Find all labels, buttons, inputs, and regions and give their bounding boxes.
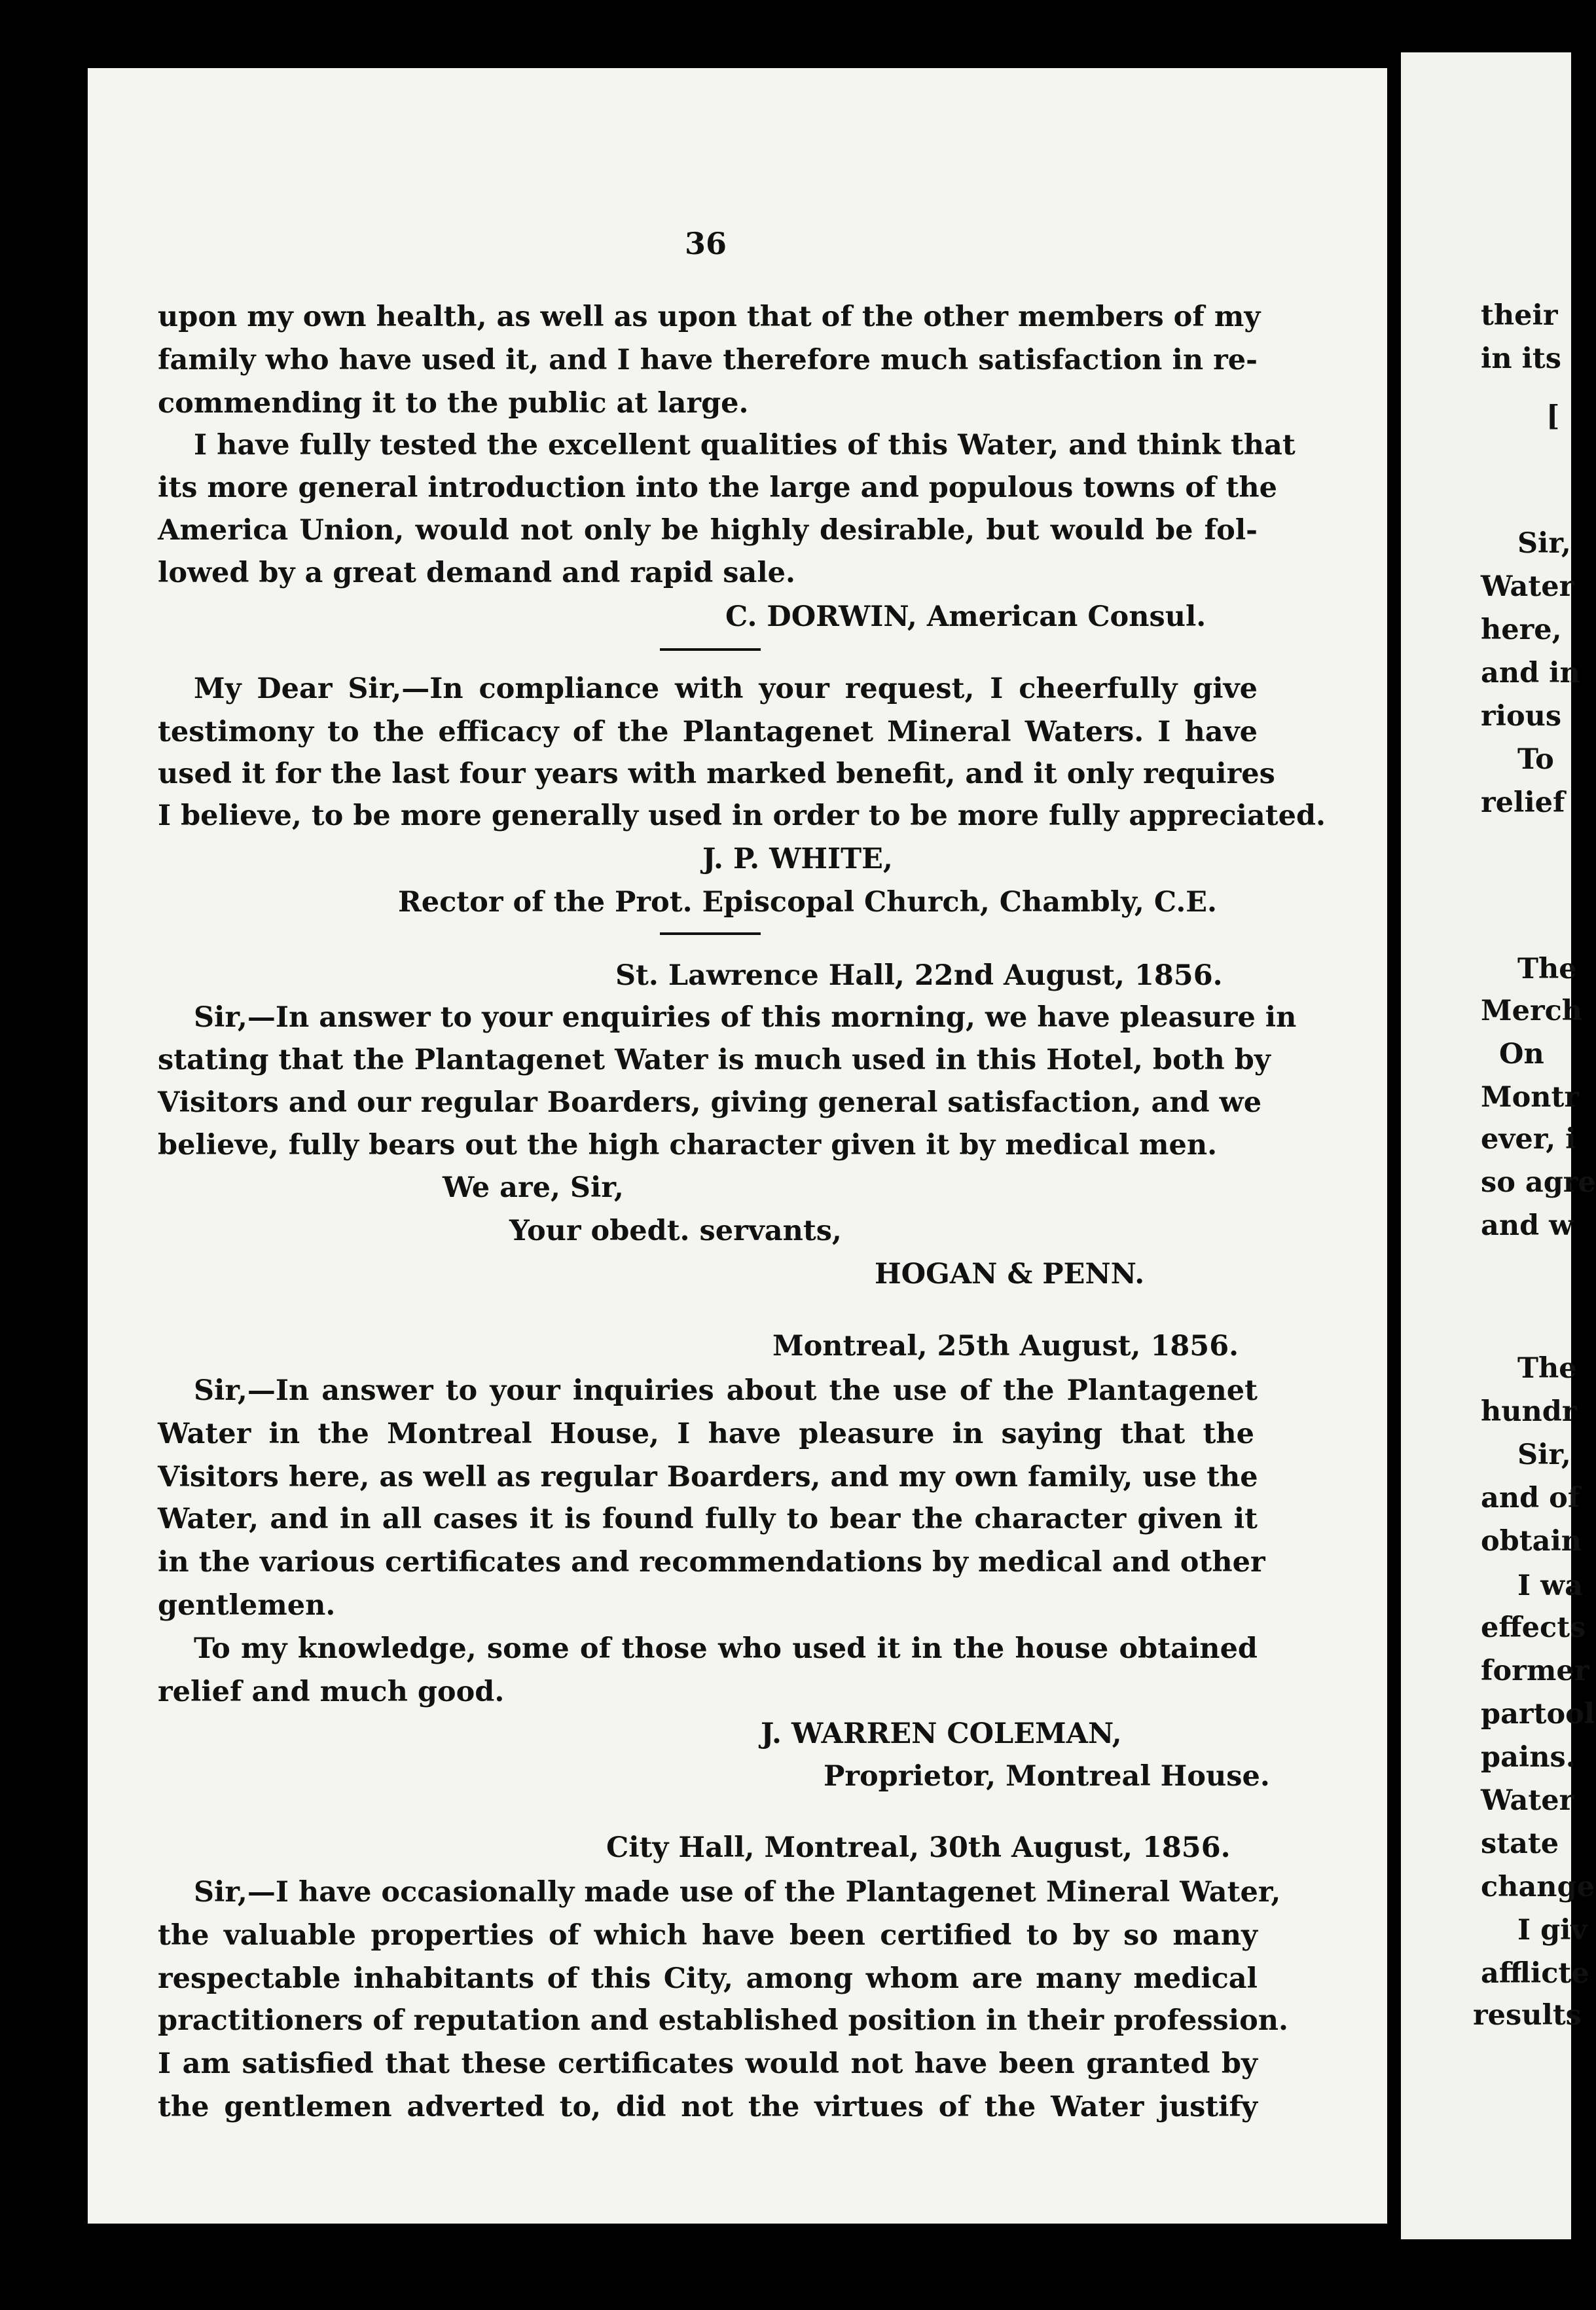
- right-fragment: hundr: [1481, 1395, 1577, 1428]
- right-fragment: partool: [1481, 1698, 1595, 1731]
- right-fragment: Montr: [1481, 1081, 1580, 1114]
- letter-date: Montreal, 25th August, 1856.: [772, 1330, 1239, 1363]
- text-line: practitioners of reputation and established position in their profession.: [158, 2004, 1289, 2037]
- right-fragment: Merch: [1481, 995, 1583, 1027]
- text-line: used it for the last four years with marked benefit, and it only requires: [158, 758, 1275, 790]
- text-line: I am satisfied that these certificates would not have been granted by: [158, 2047, 1258, 2080]
- right-fragment: ever, i: [1481, 1123, 1576, 1156]
- page-number: 36: [685, 226, 727, 261]
- text-line: in the various certificates and recommendations by medical and other: [158, 1546, 1265, 1579]
- signature-dorwin: C. DORWIN, American Consul.: [725, 600, 1206, 633]
- text-line: family who have used it, and I have therefore much satisfaction in re-: [158, 344, 1258, 376]
- divider: [660, 648, 761, 651]
- signature-hogan-penn: HOGAN & PENN.: [875, 1258, 1145, 1291]
- right-fragment: here,: [1481, 614, 1562, 646]
- text-line: relief and much good.: [158, 1676, 505, 1708]
- signature-coleman: J. WARREN COLEMAN,: [761, 1717, 1122, 1750]
- right-fragment: I wa: [1517, 1569, 1583, 1602]
- text-line: the valuable properties of which have been certified to by so many: [158, 1919, 1258, 1952]
- text-line: its more general introduction into the large and populous towns of the: [158, 471, 1277, 504]
- signature-white-title: Rector of the Prot. Episcopal Church, Chambly, C.E.: [398, 886, 1218, 919]
- text-line: upon my own health, as well as upon that of the other members of my: [158, 301, 1261, 333]
- closing: We are, Sir,: [443, 1171, 624, 1204]
- signature-coleman-title: Proprietor, Montreal House.: [824, 1760, 1270, 1793]
- text-line: Water, and in all cases it is found fully to bear the character given it: [158, 1503, 1258, 1535]
- letter-date: St. Lawrence Hall, 22nd August, 1856.: [615, 959, 1223, 992]
- closing: Your obedt. servants,: [509, 1215, 842, 1247]
- right-fragment: Water: [1481, 1784, 1574, 1817]
- right-fragment: Sir,: [1517, 527, 1571, 560]
- letter-date: City Hall, Montreal, 30th August, 1856.: [606, 1831, 1231, 1864]
- right-fragment: in its: [1481, 342, 1561, 375]
- text-line: My Dear Sir,—In compliance with your request, I cheerfully give: [194, 672, 1258, 705]
- text-line: gentlemen.: [158, 1589, 336, 1622]
- right-fragment: To: [1517, 743, 1554, 776]
- text-line: Sir,—In answer to your inquiries about the use of the Plantagenet: [194, 1374, 1258, 1407]
- right-fragment: pains.: [1481, 1741, 1576, 1774]
- right-fragment: Water: [1481, 570, 1574, 603]
- right-fragment: [: [1546, 400, 1560, 433]
- right-fragment: their: [1481, 299, 1558, 332]
- right-fragment: state: [1481, 1827, 1559, 1860]
- right-fragment: The: [1517, 953, 1577, 985]
- text-line: the gentlemen adverted to, did not the virtues of the Water justify: [158, 2091, 1258, 2123]
- right-fragment: obtain: [1481, 1525, 1582, 1558]
- right-fragment: relief: [1481, 786, 1565, 819]
- right-fragment: The: [1517, 1352, 1577, 1385]
- text-line: Sir,—In answer to your enquiries of this morning, we have pleasure in: [194, 1001, 1297, 1034]
- text-line: Visitors here, as well as regular Boarders, and my own family, use the: [158, 1461, 1258, 1494]
- right-fragment: afflicte: [1481, 1957, 1589, 1990]
- text-line: Sir,—I have occasionally made use of the Plantagenet Mineral Water,: [194, 1876, 1281, 1909]
- text-line: I have fully tested the excellent qualities of this Water, and think that: [194, 429, 1296, 462]
- text-line: Water in the Montreal House, I have pleasure in saying that the: [158, 1418, 1254, 1450]
- right-fragment: so agre: [1481, 1166, 1596, 1199]
- signature-white: J. P. WHITE,: [702, 843, 893, 875]
- text-line: testimony to the efficacy of the Plantagenet Mineral Waters. I have: [158, 716, 1258, 748]
- divider: [660, 932, 761, 935]
- text-line: Visitors and our regular Boarders, giving general satisfaction, and we: [158, 1086, 1262, 1119]
- right-fragment: change: [1481, 1871, 1595, 1903]
- right-fragment: I giv: [1517, 1914, 1587, 1947]
- right-fragment: and of: [1481, 1482, 1580, 1514]
- text-line: America Union, would not only be highly desirable, but would be fol-: [158, 514, 1258, 547]
- text-line: commending it to the public at large.: [158, 387, 749, 420]
- text-line: I believe, to be more generally used in order to be more fully appreciated.: [158, 799, 1326, 832]
- text-line: lowed by a great demand and rapid sale.: [158, 557, 795, 589]
- text-line: stating that the Plantagenet Water is much used in this Hotel, both by: [158, 1044, 1271, 1076]
- right-fragment: and in: [1481, 657, 1580, 689]
- right-fragment: and w: [1481, 1209, 1574, 1242]
- text-line: To my knowledge, some of those who used it in the house obtained: [194, 1632, 1258, 1665]
- right-fragment: effects: [1481, 1611, 1586, 1644]
- right-fragment: On: [1499, 1038, 1544, 1071]
- text-line: believe, fully bears out the high character given it by medical men.: [158, 1129, 1218, 1162]
- right-fragment: former: [1481, 1655, 1589, 1687]
- right-fragment: rious: [1481, 700, 1562, 733]
- text-line: respectable inhabitants of this City, among whom are many medical: [158, 1962, 1258, 1995]
- right-fragment: Sir,: [1517, 1439, 1571, 1471]
- right-fragment: results: [1473, 1999, 1582, 2032]
